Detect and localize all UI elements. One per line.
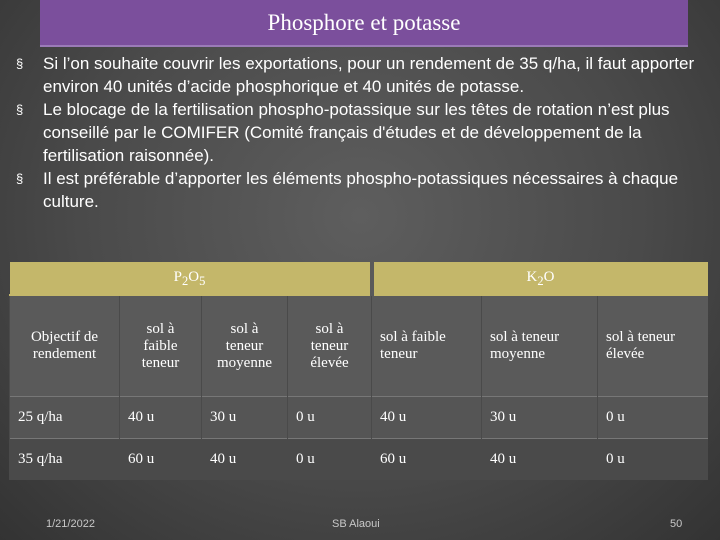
bullet-item (16, 52, 710, 98)
table-cell: 0 u (598, 439, 708, 481)
footer-author: SB Alaoui (332, 518, 380, 530)
subheader-cell: sol à teneur moyenne (202, 295, 288, 397)
bullet-text: Le blocage de la fertilisation phospho-potassique sur les têtes de rotation n’est plus conseillé par le COMIFER (Comité français d'études et de développement de la fertilisation raisonnée). (43, 100, 670, 165)
bullet-list (16, 52, 710, 213)
table-group-header-row (10, 263, 708, 295)
subheader-cell: sol à teneur moyenne (482, 295, 598, 397)
table-cell: 0 u (288, 397, 372, 439)
fertilization-table (9, 262, 708, 480)
bullet-item (16, 167, 710, 213)
table-cell: 25 q/ha (10, 397, 120, 439)
bullet-item (16, 98, 710, 167)
bullet-icon: § (16, 56, 24, 71)
slide-title-bar (40, 0, 688, 47)
table-cell: 0 u (598, 397, 708, 439)
table-cell: 40 u (120, 397, 202, 439)
slide-title: Phosphore et potasse (267, 9, 461, 35)
subheader-cell: sol à teneur élevée (598, 295, 708, 397)
subheader-cell: sol à faible teneur (372, 295, 482, 397)
table-cell: 40 u (372, 397, 482, 439)
table-row (10, 397, 708, 439)
p2o5-group-header: $P_2O_5$ (10, 263, 372, 295)
table-cell: 30 u (202, 397, 288, 439)
k2o-group-header: $K_2O$ (372, 263, 708, 295)
table-cell: 60 u (120, 439, 202, 481)
subheader-cell: Objectif de rendement (10, 295, 120, 397)
footer-page-number: 50 (670, 518, 683, 530)
bullet-text: Il est préférable d’apporter les éléments phospho-potassiques nécessaires à chaque culture. (43, 169, 679, 211)
table-cell: 0 u (288, 439, 372, 481)
table-subheader-row (10, 295, 708, 397)
table-cell: 35 q/ha (10, 439, 120, 481)
subheader-cell: sol à teneur élevée (288, 295, 372, 397)
bullet-icon: § (16, 171, 24, 186)
subheader-cell: sol à faible teneur (120, 295, 202, 397)
table-cell: 40 u (482, 439, 598, 481)
table-cell: 60 u (372, 439, 482, 481)
bullet-text: Si l’on souhaite couvrir les exportations, pour un rendement de 35 q/ha, il faut apporter environ 40 unités d’acide phosphorique et 40 unités de potasse. (43, 54, 695, 96)
table-cell: 30 u (482, 397, 598, 439)
table-cell: 40 u (202, 439, 288, 481)
bullet-icon: § (16, 102, 24, 117)
table-row (10, 439, 708, 481)
footer-date: 1/21/2022 (46, 518, 95, 530)
